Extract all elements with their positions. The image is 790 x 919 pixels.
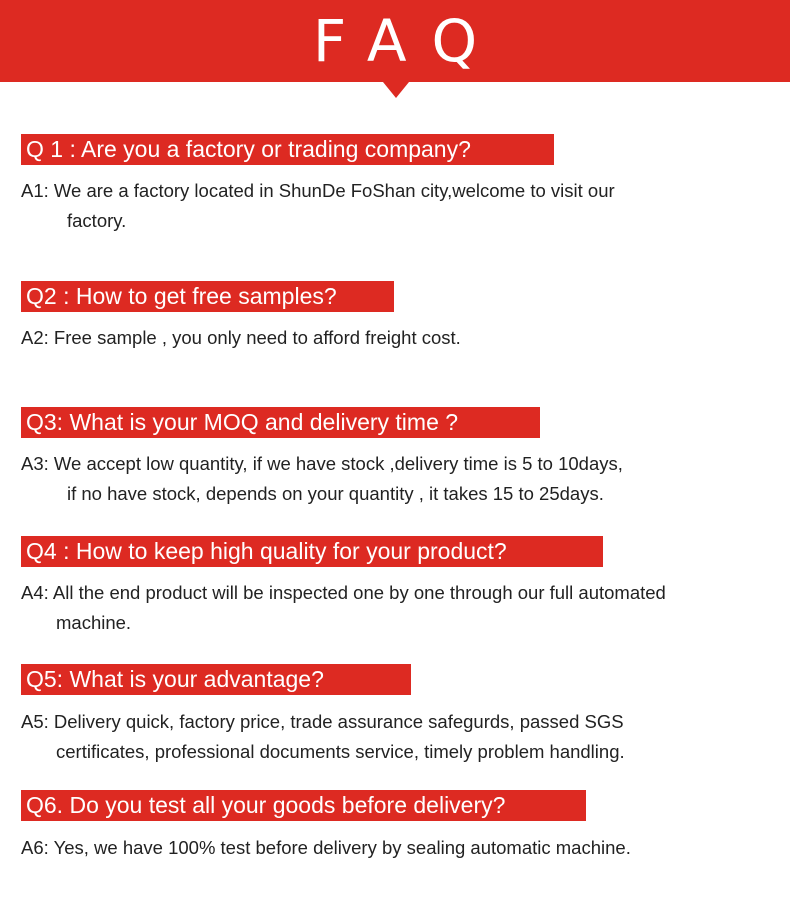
faq-answer-4 xyxy=(21,578,666,638)
faq-answer-3 xyxy=(21,449,623,509)
page-title: FAQ xyxy=(312,7,504,75)
faq-answer-5-line-2: certificates, professional documents service, timely problem handling. xyxy=(56,741,625,762)
faq-question-5: Q5: What is your advantage? xyxy=(21,664,411,695)
faq-answer-4-line-1: A4: All the end product will be inspected one by one through our full automated xyxy=(21,582,666,603)
faq-answer-4-line-2: machine. xyxy=(56,612,132,633)
faq-question-3: Q3: What is your MOQ and delivery time ? xyxy=(21,407,540,438)
faq-answer-3-line-1: A3: We accept low quantity, if we have stock ,delivery time is 5 to 10days, xyxy=(21,453,623,474)
faq-question-4: Q4 : How to keep high quality for your product? xyxy=(21,536,603,567)
faq-answer-5 xyxy=(21,707,625,767)
faq-question-6: Q6. Do you test all your goods before delivery? xyxy=(21,790,586,821)
faq-question-2: Q2 : How to get free samples? xyxy=(21,281,394,312)
faq-answer-2-line-1: A2: Free sample , you only need to afford freight cost. xyxy=(21,327,461,348)
faq-answer-3-line-2: if no have stock, depends on your quantity , it takes 15 to 25days. xyxy=(67,483,604,504)
faq-answer-6-line-1: A6: Yes, we have 100% test before delivery by sealing automatic machine. xyxy=(21,837,631,858)
faq-answer-1 xyxy=(21,176,615,236)
faq-answer-1-line-1: A1: We are a factory located in ShunDe FoShan city,welcome to visit our xyxy=(21,180,615,201)
faq-answer-5-line-1: A5: Delivery quick, factory price, trade assurance safegurds, passed SGS xyxy=(21,711,624,732)
faq-answer-6 xyxy=(21,833,631,863)
faq-answer-2 xyxy=(21,323,461,353)
faq-answer-1-line-2: factory. xyxy=(67,210,127,231)
banner-pointer xyxy=(383,82,409,98)
faq-question-1: Q 1 : Are you a factory or trading company? xyxy=(21,134,554,165)
